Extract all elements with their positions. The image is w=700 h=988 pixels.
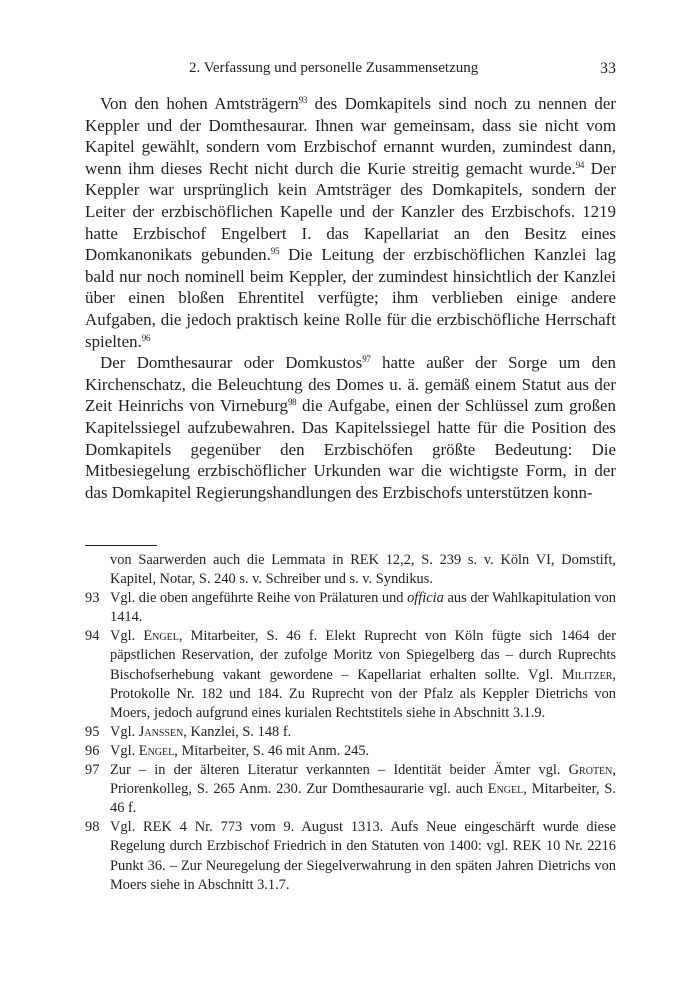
footnote-text: von Saarwerden auch die Lemmata in REK 12,2, S. 239 s. v. Köln VI, Domstift, Kapitel, Notar, S. 240 s. v. Schreiber und s. v. Syndikus. bbox=[110, 552, 616, 588]
footnote-number: 96 bbox=[85, 742, 100, 759]
author-name: Janssen bbox=[138, 723, 184, 740]
footnote-text: Vgl. REK 4 Nr. 773 vom 9. August 1313. Aufs Neue eingeschärft wurde diese Regelung durch Erzbischof Friedrich in den Statuten von 1400: vgl. REK 10 Nr. 2216 Punkt 36. – Zur Neuregelung der Siegelverwahrung in den späten Jahren Dietrichs von Moers siehe in Abschnitt 3.1.7. bbox=[110, 819, 616, 893]
footnote-continuation bbox=[85, 551, 616, 589]
author-name: Groten bbox=[568, 762, 613, 779]
footnote-separator bbox=[85, 545, 157, 546]
footnote-marker: 93 bbox=[298, 95, 308, 105]
footnote-number: 97 bbox=[85, 762, 100, 779]
footnote-93 bbox=[85, 589, 616, 627]
footnote-marker: 96 bbox=[141, 332, 151, 343]
footnotes bbox=[85, 551, 616, 895]
footnote-marker: 98 bbox=[287, 397, 297, 408]
footnote-number: 94 bbox=[85, 628, 100, 645]
paragraph: Von den hohen Amtsträgern$^{93}$ des Domkapitels sind noch zu nennen der Keppler und der Domthesaurar. Ihnen war gemeinsam, dass sie nicht vom Kapitel gewählt, sondern vom Erzbischof ernannt wurden, zumindest dann, wenn ihm dieses Recht nicht durch die Kurie streitig gemacht wurde.$^{94}$ Der Keppler war ursprünglich kein Amtsträger des Domkapitels, sondern der Leiter der erzbischöflichen Kapelle und der Kanzler des Erzbischofs. 1219 hatte Erzbischof Engelbert I. das Kapellariat an den Besitz eines Domkanonikats gebunden.$^{95}$ Die Leitung der erzbischöflichen Kanzlei lag bald nur noch nominell beim Keppler, der zumindest hinsichtlich der Kanzlei über einen bloßen Ehrentitel verfügte; ihm verblieben einige andere Aufgaben, die jedoch praktisch keine Rolle für die erzbischöfliche Herrschaft spielten.$^{96}$ bbox=[85, 94, 616, 351]
author-name: Militzer bbox=[561, 666, 613, 683]
running-head bbox=[85, 60, 616, 80]
footnote-97 bbox=[85, 761, 616, 818]
paragraph: Der Domthesaurar oder Domkustos$^{97}$ hatte außer der Sorge um den Kirchenschatz, die Beleuchtung des Domes u. ä. gemäß einem Statut aus der Zeit Heinrichs von Virneburg$^{98}$ die Aufgabe, einen der Schlüssel zum großen Kapitelssiegel aufzubewahren. Das Kapitelssiegel hatte für die Position des Domkapitels gegenüber den Erzbischöfen größte Bedeutung: Die Mitbesiegelung erzbischöflicher Urkunden war die wichtigste Form, in der das Domkapitel Regierungshandlungen des Erzbischofs unterstützen konn- bbox=[85, 353, 616, 502]
italic-term: officia bbox=[407, 590, 444, 607]
footnote-marker: 97 bbox=[362, 354, 371, 365]
footnote-94 bbox=[85, 627, 616, 722]
footnote-marker: 95 bbox=[270, 246, 280, 257]
author-name: Engel bbox=[138, 742, 175, 759]
footnote-text: Vgl. Engel, Mitarbeiter, S. 46 mit Anm. 245. bbox=[110, 742, 370, 759]
footnote-number: 93 bbox=[85, 590, 100, 607]
footnote-marker: 94 bbox=[575, 159, 585, 170]
footnote-95 bbox=[85, 723, 616, 742]
footnote-text: Vgl. die oben angeführte Reihe von Prälaturen und officia aus der Wahlkapitulation von 1414. bbox=[110, 590, 617, 626]
footnote-number: 98 bbox=[85, 819, 100, 836]
author-name: Engel bbox=[143, 628, 179, 645]
footnote-text: Zur – in der älteren Literatur verkannten – Identität beider Ämter vgl. Groten, Priorenkolleg, S. 265 Anm. 230. Zur Domthesaurarie vgl. auch Engel, Mitarbeiter, S. 46 f. bbox=[110, 762, 616, 817]
page-number: 33 bbox=[600, 60, 616, 77]
footnote-98 bbox=[85, 818, 616, 894]
author-name: Engel bbox=[487, 781, 524, 798]
body-text bbox=[85, 93, 616, 503]
footnote-96 bbox=[85, 742, 616, 761]
footnote-text: Vgl. Engel, Mitarbeiter, S. 46 f. Elekt Ruprecht von Köln fügte sich 1464 der päpstlichen Reservation, der zufolge Moritz von Spiegelberg das – durch Ruprechts Bischofserhebung vakant gewordene – Kapellariat erhalten sollte. Vgl. Militzer, Protokolle Nr. 182 und 184. Zu Ruprecht von der Pfalz als Keppler Dietrichs von Moers, jedoch aufgrund eines kurialen Rechtstitels siehe in Abschnitt 3.1.9. bbox=[110, 628, 616, 721]
footnote-text: Vgl. Janssen, Kanzlei, S. 148 f. bbox=[110, 723, 292, 740]
footnote-number: 95 bbox=[85, 723, 100, 740]
chapter-title: 2. Verfassung und personelle Zusammensetzung bbox=[189, 60, 479, 76]
